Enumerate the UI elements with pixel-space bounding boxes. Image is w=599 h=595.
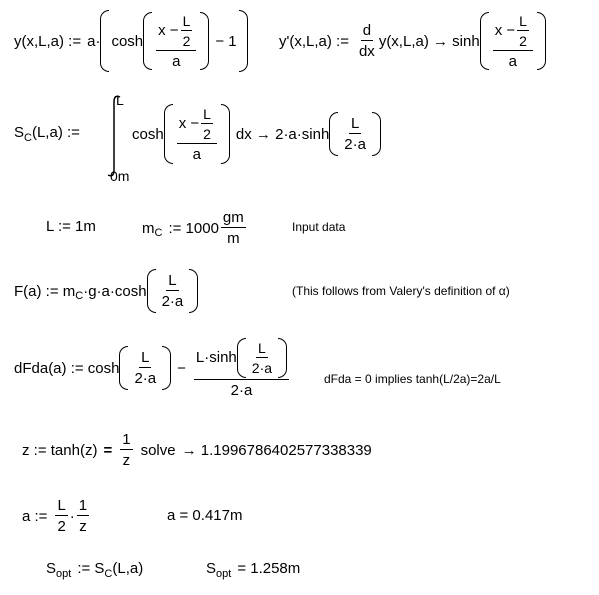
int-lower: 0m (110, 168, 130, 184)
a-dot: · (69, 507, 75, 525)
yp-den-a: a (508, 52, 517, 70)
y-cosh: cosh (111, 32, 144, 50)
sc-2: 2 (203, 125, 211, 142)
dFda-den-main: 2·a (230, 381, 253, 399)
y-L: L (182, 12, 191, 29)
sc-L: L (203, 105, 211, 122)
row-input-data (46, 206, 446, 250)
z-lhs: z := tanh(z) (22, 441, 98, 459)
a-2: 2 (57, 518, 66, 535)
a-one: 1 (78, 497, 88, 514)
input-data-note: Input data (292, 220, 346, 234)
dFda-L2: L (258, 339, 266, 356)
a-L: L (57, 497, 66, 514)
row-a-definition (22, 494, 422, 540)
y-x: x − (158, 22, 179, 39)
z-result: → 1.1996786402577338339 (181, 441, 372, 459)
sc-args: (L,a) := (31, 124, 80, 141)
sc-res-L: L (350, 115, 360, 132)
z-one: 1 (122, 431, 131, 448)
a-z: z (79, 518, 87, 535)
z-solve: solve (140, 441, 176, 459)
y-outer-paren (100, 10, 247, 72)
sopt-sub: opt (56, 567, 72, 580)
mc-m: m (142, 219, 155, 237)
y-lhs: y(x,L,a) := (14, 32, 82, 50)
sopt-eval-val: = 1.258m (237, 560, 301, 577)
mc-gm: gm (222, 209, 244, 226)
sc-res-den: 2·a (344, 136, 366, 153)
y-a: a· (87, 32, 101, 50)
row-sopt (46, 560, 446, 586)
sopt-def: := S (77, 560, 105, 577)
row-F-definition (14, 268, 574, 316)
mc-sub: C (154, 227, 163, 239)
row-z-solve (22, 428, 372, 472)
mc-def: := 1000 (168, 219, 219, 237)
yp-L: L (519, 12, 527, 29)
sc-S: S (14, 124, 25, 141)
row-sc-definition (14, 92, 574, 184)
row-yprime-definition (279, 8, 546, 74)
yp-body: y(x,L,a) → sinh (378, 32, 480, 50)
sopt-eval-sub: opt (216, 567, 232, 580)
yp-dx: dx (358, 43, 375, 60)
a-eval: a = 0.417m (167, 507, 243, 524)
F-note: (This follows from Valery's definition of α) (292, 284, 510, 298)
yp-2: 2 (519, 32, 527, 49)
row-y-definition (14, 8, 248, 74)
yp-x: x − (494, 22, 516, 39)
y-2: 2 (182, 32, 191, 49)
sopt-def-sub: C (104, 567, 113, 580)
sopt-eval-S: S (206, 560, 217, 577)
y-den-a: a (172, 52, 181, 70)
dFda-lhs: dFda(a) := cosh (14, 359, 120, 377)
z-eq: = (103, 441, 113, 459)
int-upper: L (116, 92, 124, 108)
sc-den-a: a (192, 145, 201, 163)
row-dFda-definition (14, 334, 584, 404)
L-def: L := 1m (46, 218, 96, 235)
mc-m-unit: m (227, 230, 240, 247)
dFda-den2: 2·a (251, 359, 273, 376)
sc-dx-arrow: dx → 2·a·sinh (235, 125, 330, 143)
F-lhs: F(a) := m (14, 282, 76, 300)
dFda-den1: 2·a (134, 370, 157, 387)
sc-sub: C (24, 131, 32, 144)
sopt-def-args: (L,a) (112, 560, 144, 577)
F-den: 2·a (161, 293, 184, 310)
F-m-sub: C (75, 290, 84, 302)
y-minus1: − 1 (215, 32, 237, 50)
dFda-note: dFda = 0 implies tanh(L/2a)=2a/L (324, 372, 501, 386)
a-lhs: a := (22, 507, 48, 525)
yp-d: d (362, 22, 372, 39)
F-body: ·g·a·cosh (83, 282, 147, 300)
z-z: z (122, 452, 131, 469)
sc-cosh: cosh (132, 125, 164, 143)
yp-lhs: y'(x,L,a) := (279, 32, 349, 50)
sc-x: x − (178, 115, 200, 132)
sopt-S: S (46, 560, 57, 577)
dFda-num-prefix: L·sinh (195, 349, 237, 366)
dFda-L1: L (141, 349, 150, 366)
F-L: L (168, 272, 177, 289)
dFda-minus: − (177, 359, 186, 377)
